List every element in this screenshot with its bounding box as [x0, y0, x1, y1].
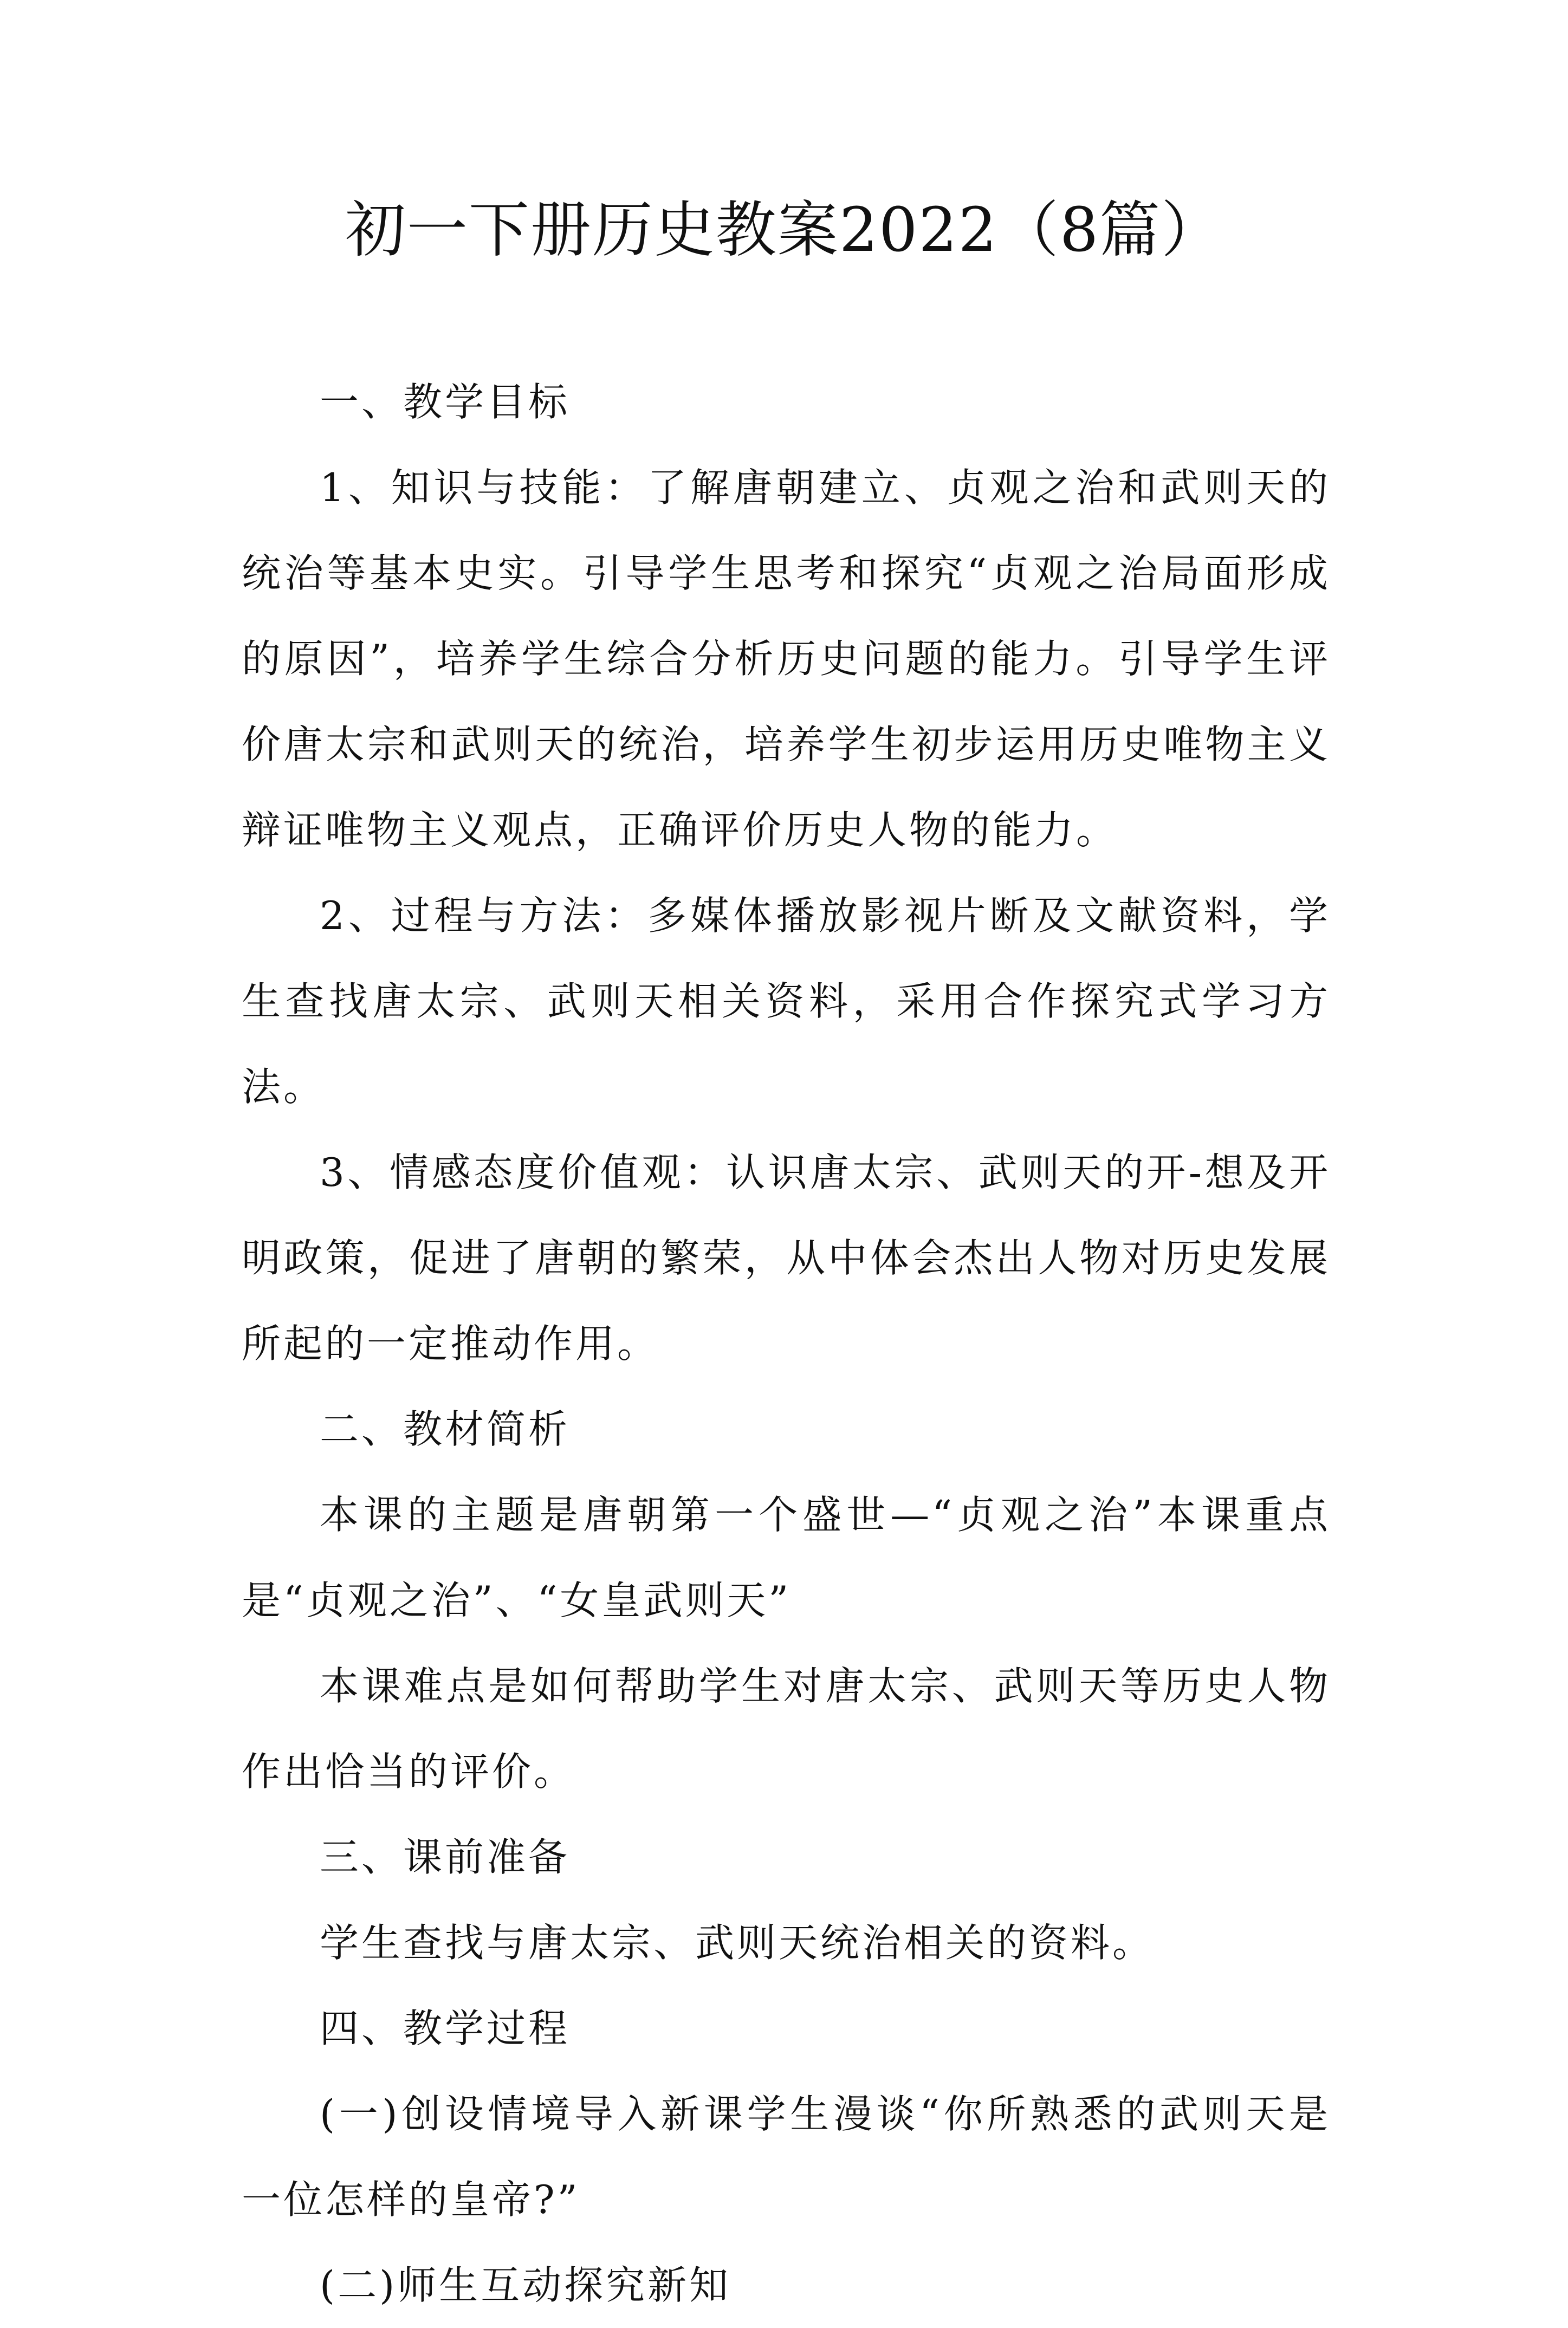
paragraph-process-step-2: (二)师生互动探究新知 [320, 2262, 731, 2308]
paragraph-knowledge-skills: 1、知识与技能：了解唐朝建立、贞观之治和武则天的统治等基本史实。引导学生思考和探究“贞观之治局面形成的原因”，培养学生综合分析历史问题的能力。引导学生评价唐太宗和武则天的统治，培养学生初步运用历史唯物主义辩证唯物主义观点，正确评价历史人物的能力。 [242, 465, 1331, 853]
paragraph-preparation: 学生查找与唐太宗、武则天统治相关的资料。 [320, 1920, 1155, 1966]
paragraph-lesson-theme: 本课的主题是唐朝第一个盛世—“贞观之治”本课重点是“贞观之治”、“女皇武则天” [242, 1492, 1331, 1623]
paragraph-lesson-difficulty: 本课难点是如何帮助学生对唐太宗、武则天等历史人物作出恰当的评价。 [242, 1663, 1331, 1794]
section-heading-teaching-objectives: 一、教学目标 [320, 379, 571, 425]
document-title: 初一下册历史教案2022（8篇） [345, 195, 1223, 265]
paragraph-emotional-values: 3、情感态度价值观：认识唐太宗、武则天的开-想及开明政策，促进了唐朝的繁荣，从中体会杰出人物对历史发展所起的一定推动作用。 [242, 1150, 1331, 1366]
section-heading-preparation: 三、课前准备 [320, 1834, 571, 1880]
section-heading-teaching-process: 四、教学过程 [320, 2006, 571, 2051]
section-heading-textbook-analysis: 二、教材简析 [320, 1406, 571, 1452]
paragraph-process-step-1: (一)创设情境导入新课学生漫谈“你所熟悉的武则天是一位怎样的皇帝?” [242, 2091, 1331, 2222]
paragraph-process-methods: 2、过程与方法：多媒体播放影视片断及文献资料，学生查找唐太宗、武则天相关资料，采用合作探究式学习方法。 [242, 893, 1331, 1110]
document-body [242, 359, 1331, 2328]
